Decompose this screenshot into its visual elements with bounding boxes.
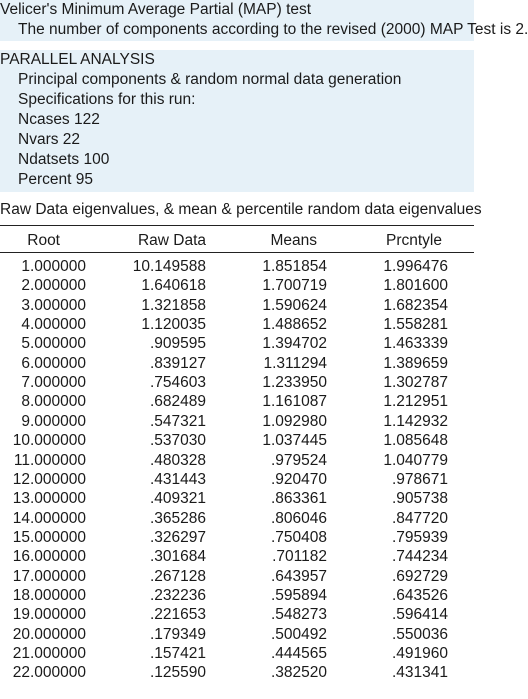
cell-means: .750408 [270,528,327,546]
cell-prcntyle: .847720 [391,509,448,527]
cell-root: 10.000000 [12,432,86,450]
header-prcntyle: Prcntyle [386,232,442,249]
cell-prcntyle: .596414 [391,606,448,624]
cell-prcntyle: 1.212951 [383,393,448,411]
cell-means: .382520 [270,664,327,682]
cell-prcntyle: .692729 [391,567,448,585]
cell-prcntyle: 1.085648 [383,432,448,450]
cell-raw-data: .839127 [149,354,206,372]
cell-prcntyle: .643526 [391,586,448,604]
map-test-result: The number of components according to the revised (2000) MAP Test is 2. [18,21,528,38]
cell-prcntyle: 1.801600 [383,277,448,295]
cell-raw-data: .365286 [149,509,206,527]
cell-raw-data: 10.149588 [132,258,206,275]
cell-root: 21.000000 [12,645,86,662]
cell-means: 1.851854 [262,258,327,275]
cell-means: 1.092980 [262,412,327,430]
table-header-rule [0,252,474,253]
ncases-spec: Ncases 122 [18,111,100,128]
cell-root: 14.000000 [12,509,86,527]
cell-raw-data: .682489 [149,393,206,411]
cell-means: .863361 [270,490,327,508]
cell-root: 13.000000 [12,490,86,508]
cell-root: 3.000000 [21,296,86,314]
cell-root: 18.000000 [12,586,86,604]
header-means: Means [270,232,317,249]
table-row [0,431,474,450]
cell-raw-data: .157421 [149,645,206,662]
cell-prcntyle: 1.142932 [383,412,448,430]
cell-prcntyle: 1.389659 [383,354,448,372]
cell-means: .979524 [270,451,327,469]
cell-root: 4.000000 [21,316,86,334]
cell-root: 7.000000 [21,374,86,392]
cell-means: .595894 [270,586,327,604]
table-row [0,451,474,470]
cell-raw-data: .754603 [149,374,206,392]
cell-raw-data: 1.321858 [141,296,206,314]
table-row [0,644,474,663]
nvars-spec: Nvars 22 [18,131,81,148]
table-row [0,509,474,528]
cell-means: 1.037445 [262,432,327,450]
cell-prcntyle: .491960 [391,645,448,662]
cell-means: 1.311294 [263,354,327,372]
cell-means: .920470 [270,470,327,488]
cell-root: 6.000000 [21,354,86,372]
header-root: Root [27,232,60,249]
cell-root: 15.000000 [12,528,86,546]
cell-raw-data: .301684 [149,548,206,566]
cell-prcntyle: 1.302787 [383,374,448,392]
cell-raw-data: .267128 [149,567,206,585]
method-description: Principal components & random normal data generation [18,71,402,88]
cell-prcntyle: .795939 [391,528,448,546]
table-row [0,296,474,315]
cell-means: .701182 [272,548,327,566]
cell-prcntyle: 1.682354 [383,296,448,314]
header-raw-data: Raw Data [137,232,206,249]
cell-root: 5.000000 [21,335,86,353]
cell-root: 11.000000 [13,451,86,469]
cell-root: 12.000000 [12,470,86,488]
table-row [0,373,474,392]
cell-root: 16.000000 [12,548,86,566]
table-row [0,276,474,295]
cell-raw-data: .232236 [149,586,206,604]
cell-means: 1.488652 [262,316,327,334]
ndatsets-spec: Ndatsets 100 [18,151,110,168]
table-row [0,528,474,547]
cell-means: 1.700719 [262,277,327,295]
cell-means: 1.233950 [262,374,327,392]
table-row [0,625,474,644]
cell-raw-data: .547321 [149,412,206,430]
table-row [0,567,474,586]
cell-raw-data: .409321 [149,490,206,508]
cell-root: 9.000000 [21,412,86,430]
cell-means: .643957 [270,567,327,585]
cell-raw-data: .537030 [149,432,206,450]
table-row [0,489,474,508]
cell-raw-data: .431443 [149,470,206,488]
cell-means: 1.394702 [262,335,327,353]
cell-raw-data: .221653 [149,606,206,624]
cell-raw-data: 1.120035 [141,316,206,334]
cell-prcntyle: 1.996476 [383,258,448,275]
cell-prcntyle: .978671 [391,470,448,488]
cell-raw-data: .125590 [149,664,206,682]
cell-root: 2.000000 [21,277,86,295]
cell-prcntyle: 1.040779 [383,451,448,469]
map-test-title: Velicer's Minimum Average Partial (MAP) test [0,1,312,18]
cell-raw-data: .326297 [149,528,206,546]
cell-root: 8.000000 [21,393,86,411]
table-top-rule [0,225,474,226]
table-row [0,663,474,682]
cell-means: .548273 [270,606,327,624]
cell-root: 19.000000 [12,606,86,624]
parallel-analysis-title: PARALLEL ANALYSIS [0,51,155,68]
cell-raw-data: 1.640618 [141,277,206,295]
cell-means: 1.161087 [262,393,327,411]
cell-prcntyle: .744234 [391,548,448,566]
table-row [0,547,474,566]
percent-spec: Percent 95 [18,171,93,188]
cell-root: 20.000000 [12,625,86,643]
cell-root: 1.000000 [21,258,86,275]
cell-prcntyle: .431341 [391,664,448,682]
cell-means: 1.590624 [262,296,327,314]
table-row [0,586,474,605]
table-row [0,392,474,411]
cell-means: .444565 [270,645,327,662]
cell-prcntyle: 1.558281 [383,316,448,334]
table-row [0,334,474,353]
eigen-table-title: Raw Data eigenvalues, & mean & percentile random data eigenvalues [0,201,482,218]
cell-means: .500492 [270,625,327,643]
cell-raw-data: .179349 [149,625,206,643]
parallel-analysis-block [0,50,474,192]
cell-raw-data: .909595 [149,335,206,353]
cell-root: 17.000000 [12,567,86,585]
table-row [0,315,474,334]
table-row [0,257,474,276]
spec-heading: Specifications for this run: [18,91,196,108]
cell-prcntyle: .905738 [391,490,448,508]
map-test-block [0,0,528,41]
table-row [0,605,474,624]
table-row [0,354,474,373]
table-row [0,412,474,431]
cell-prcntyle: 1.463339 [383,335,448,353]
cell-means: .806046 [270,509,327,527]
cell-root: 22.000000 [12,664,86,682]
cell-prcntyle: .550036 [391,625,448,643]
table-row [0,470,474,489]
cell-raw-data: .480328 [149,451,206,469]
